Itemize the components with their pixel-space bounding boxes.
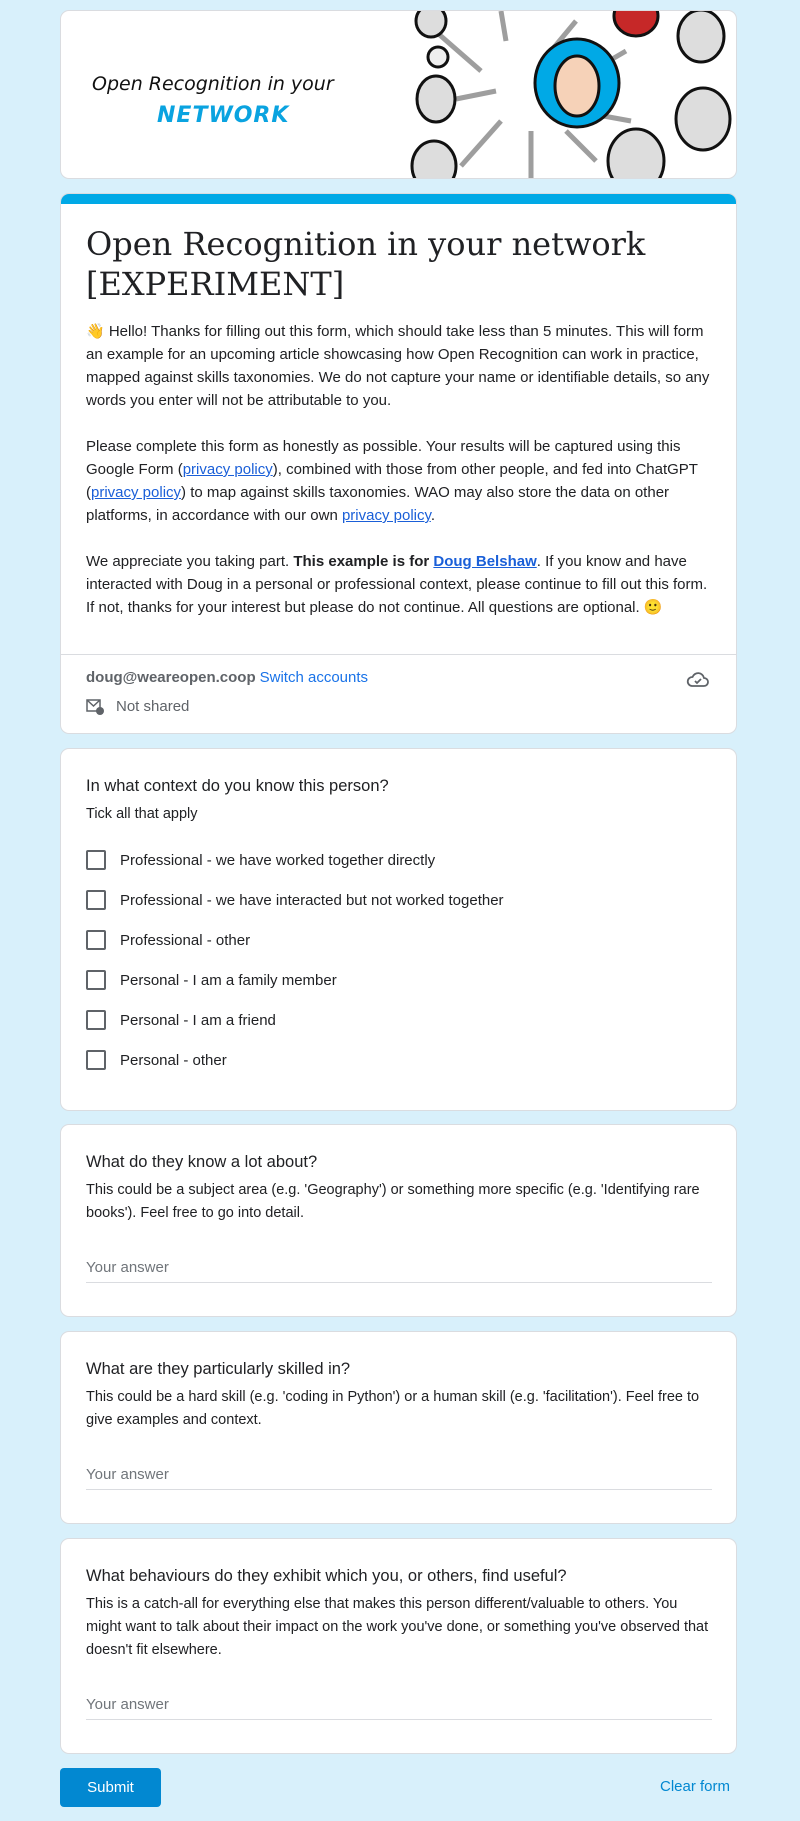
subject-paragraph — [86, 550, 711, 619]
option-label: Personal - I am a family member — [120, 971, 337, 989]
text: We appreciate you taking part. — [86, 553, 294, 570]
switch-accounts-link[interactable]: Switch accounts — [259, 669, 369, 686]
checkbox[interactable] — [86, 890, 106, 910]
form-intro-card — [60, 193, 737, 734]
checkbox[interactable] — [86, 970, 106, 990]
question-title: What behaviours do they exhibit which you, or others, find useful? — [86, 1567, 567, 1585]
mail-not-shared-icon — [86, 697, 104, 715]
question-hint: Tick all that apply — [86, 806, 198, 822]
checkbox[interactable] — [86, 1010, 106, 1030]
question-title: What do they know a lot about? — [86, 1153, 318, 1171]
text: This example is for — [293, 553, 434, 570]
question-hint: This is a catch-all for everything else that makes this person different/valuable to others. You might want to talk about their impact on the work you've done, or something you've observed that doesn't fit elsewhere. — [86, 1596, 709, 1658]
skills-answer-input[interactable]: Your answer — [86, 1466, 712, 1490]
knowledge-answer-input[interactable]: Your answer — [86, 1259, 712, 1283]
account-section — [61, 654, 736, 729]
question-context — [60, 748, 737, 1111]
form-description — [86, 320, 711, 619]
question-hint: This could be a subject area (e.g. 'Geography') or something more specific (e.g. 'Identifying rare books'). Feel free to go into detail. — [86, 1182, 700, 1221]
text: Please complete this form as honestly as possible. Your results will be captured using this Google Form ( — [86, 438, 681, 478]
not-shared-label: Not shared — [116, 697, 190, 715]
text: . — [430, 507, 436, 524]
checkbox-option[interactable] — [86, 1040, 711, 1080]
google-privacy-link[interactable]: privacy policy — [182, 461, 273, 478]
clear-form-button[interactable]: Clear form — [659, 1778, 730, 1795]
form-title: Open Recognition in your network [EXPERIMENT] — [86, 225, 646, 303]
privacy-paragraph — [86, 435, 711, 527]
accent-bar — [61, 194, 736, 204]
checkbox-option[interactable] — [86, 880, 711, 920]
checkbox[interactable] — [86, 930, 106, 950]
option-label: Professional - we have interacted but not worked together — [120, 891, 504, 909]
checkbox[interactable] — [86, 1050, 106, 1070]
text: ), combined with those from other people, and fed into ChatGPT ( — [86, 461, 698, 501]
checkbox-option[interactable] — [86, 840, 711, 880]
subject-link[interactable]: Doug Belshaw — [433, 553, 537, 570]
question-skills — [60, 1331, 737, 1524]
question-behaviours — [60, 1538, 737, 1754]
option-label: Personal - I am a friend — [120, 1011, 276, 1029]
wao-privacy-link[interactable]: privacy policy — [341, 507, 431, 524]
openai-privacy-link[interactable]: privacy policy — [91, 484, 182, 501]
checkbox-option[interactable] — [86, 920, 711, 960]
question-knowledge — [60, 1124, 737, 1317]
checkbox-option[interactable] — [86, 1000, 711, 1040]
account-email: doug@weareopen.coop — [86, 669, 256, 686]
text: ) to map against skills taxonomies. WAO may also store the data on other platforms, in accordance with our own — [86, 484, 670, 524]
text: . If you know and have interacted with Doug in a personal or professional context, please continue to fill out this form. If not, thanks for your interest but please do not continue. All questions are optional. 🙂 — [86, 553, 708, 616]
question-title: In what context do you know this person? — [86, 777, 389, 795]
option-label: Personal - other — [120, 1051, 227, 1069]
option-label: Professional - we have worked together directly — [120, 851, 436, 869]
submit-button[interactable]: Submit — [60, 1768, 161, 1807]
intro-paragraph: 👋 Hello! Thanks for filling out this form, which should take less than 5 minutes. This will form an example for an upcoming article showcasing how Open Recognition can work in practice, mapped against skills taxonomies. We do not capture your name or identifiable details, so any words you enter will not be attributable to you. — [86, 323, 710, 409]
banner-title: Open Recognition in your — [92, 73, 334, 95]
cloud-saved-icon — [686, 669, 710, 689]
behaviours-answer-input[interactable]: Your answer — [86, 1696, 712, 1720]
network-illustration — [381, 11, 737, 179]
checkbox[interactable] — [86, 850, 106, 870]
question-title: What are they particularly skilled in? — [86, 1360, 351, 1378]
option-label: Professional - other — [120, 931, 251, 949]
banner-subtitle: NETWORK — [157, 103, 290, 128]
header-banner — [60, 10, 737, 179]
question-hint: This could be a hard skill (e.g. 'coding in Python') or a human skill (e.g. 'facilitation'). Feel free to give examples and context. — [86, 1389, 700, 1428]
checkbox-option[interactable] — [86, 960, 711, 1000]
